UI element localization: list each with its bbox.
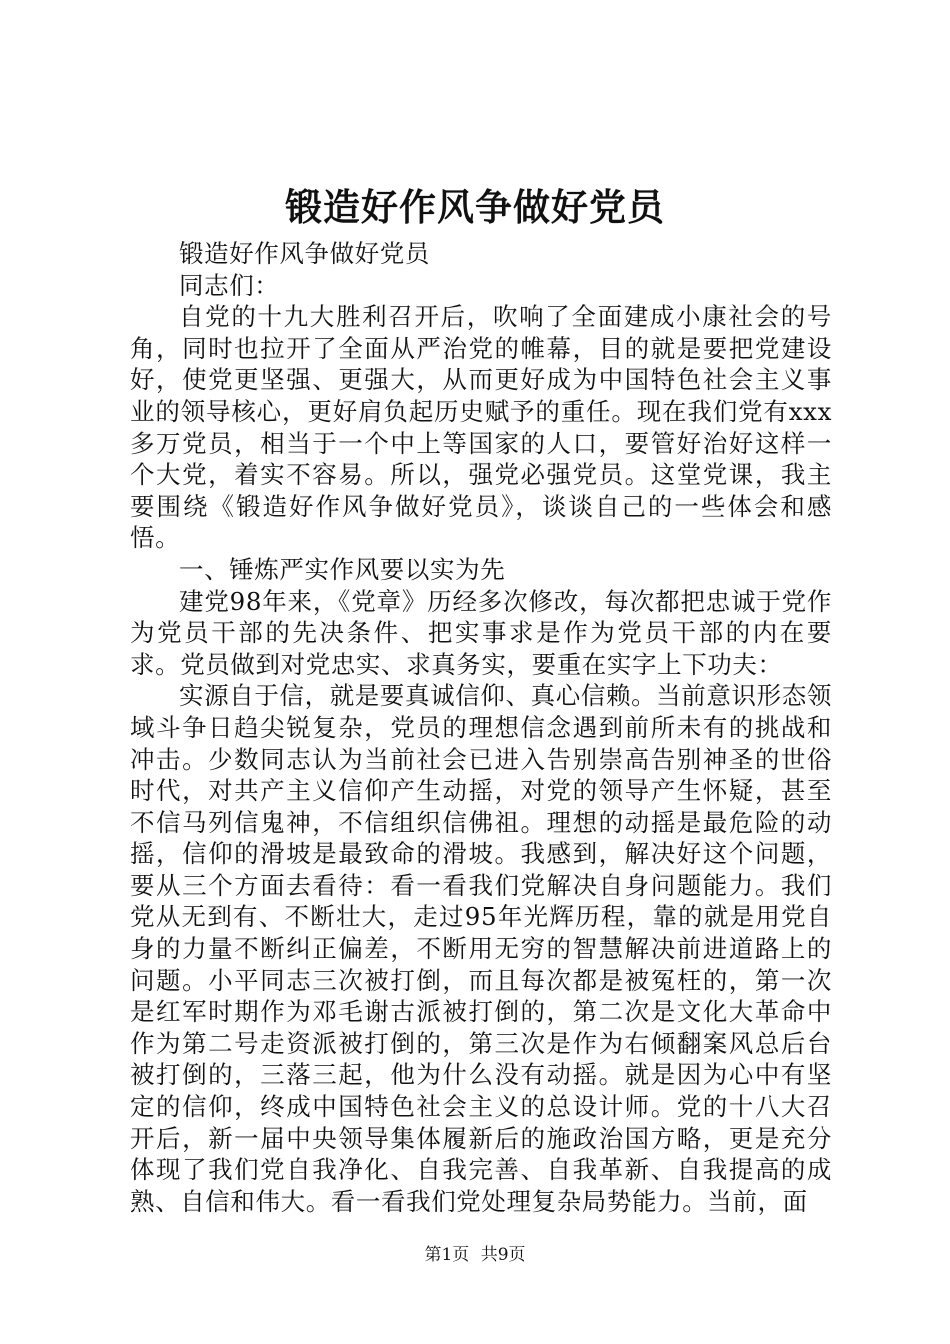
- page-number: 第1页: [424, 1245, 470, 1265]
- paragraph: 自党的十九大胜利召开后，吹响了全面建成小康社会的号角，同时也拉开了全面从严治党的帷幕，目的就是要把党建设好，使党更坚强、更强大，从而更好成为中国特色社会主义事业的领导核心，更好肩负起历史赋予的重任。现在我们党有xxx多万党员，相当于一个中上等国家的人口，要管好治好这样一个大党，着实不容易。所以，强党必强党员。这堂党课，我主要围绕《锻造好作风争做好党员》，谈谈自己的一些体会和感悟。: [130, 302, 832, 553]
- page-footer: [0, 1243, 950, 1267]
- document-title: 锻造好作风争做好党员: [285, 185, 665, 229]
- paragraph-subtitle: 锻造好作风争做好党员: [179, 239, 430, 268]
- paragraph: 实源自于信，就是要真诚信仰、真心信赖。当前意识形态领域斗争日趋尖锐复杂，党员的理想信念遇到前所未有的挑战和冲击。少数同志认为当前社会已进入告别崇高告别神圣的世俗时代，对共产主义信仰产生动摇，对党的领导产生怀疑，甚至不信马列信鬼神，不信组织信佛祖。理想的动摇是最危险的动摇，信仰的滑坡是最致命的滑坡。我感到，解决好这个问题，要从三个方面去看待：看一看我们党解决自身问题能力。我们党从无到有、不断壮大，走过95年光辉历程，靠的就是用党自身的力量不断纠正偏差，不断用无穷的智慧解决前进道路上的问题。小平同志三次被打倒，而且每次都是被冤枉的，第一次是红军时期作为邓毛谢古派被打倒的，第二次是文化大革命中作为第二号走资派被打倒的，第三次是作为右倾翻案风总后台被打倒的，三落三起，他为什么没有动摇。就是因为心中有坚定的信仰，终成中国特色社会主义的总设计师。党的十八大召开后，新一届中央领导集体履新后的施政治国方略，更是充分体现了我们党自我净化、自我完善、自我革新、自我提高的成熟、自信和伟大。看一看我们党处理复杂局势能力。当前，面: [130, 681, 832, 1216]
- page-total: 共9页: [480, 1245, 526, 1265]
- paragraph-salutation: 同志们：: [179, 270, 280, 300]
- section-heading: 一、锤炼严实作风要以实为先: [179, 554, 506, 584]
- document-body: [130, 238, 832, 1217]
- paragraph: 建党98年来，《党章》历经多次修改，每次都把忠诚于党作为党员干部的先决条件、把实事求是作为党员干部的内在要求。党员做到对党忠实、求真务实，要重在实字上下功夫：: [130, 586, 832, 679]
